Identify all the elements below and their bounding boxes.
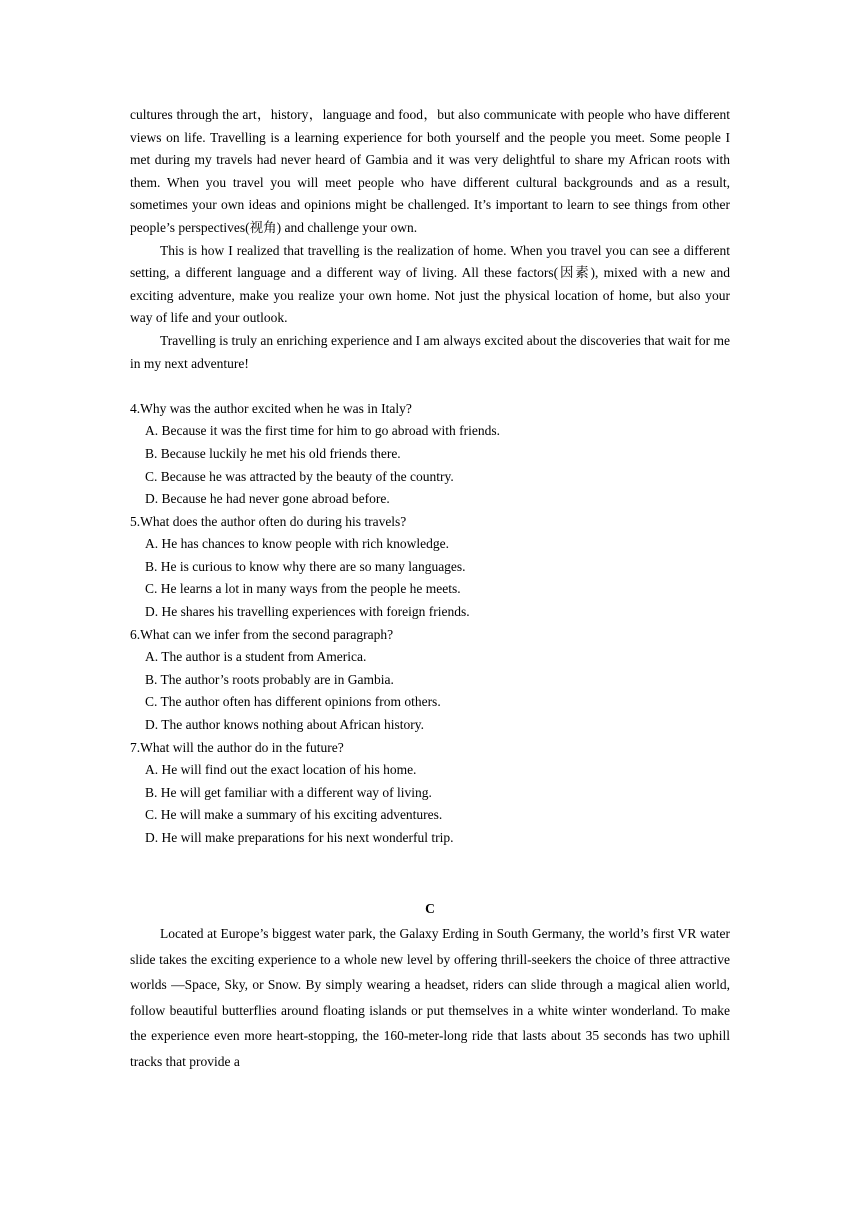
answer-option: D. The author knows nothing about African history.: [145, 717, 424, 733]
passage-paragraph: Located at Europe’s biggest water park, the Galaxy Erding in South Germany, the world’s first VR water slide takes the exciting experience to a whole new level by offering thrill-seekers the choice of three attractive worlds —Space, Sky, or Snow. By simply wearing a headset, riders can slide through a magical alien world, follow beautiful butterflies around floating islands or put themselves in a white winter wonderland. To make the experience even more heart-stopping, the 160-meter-long ride that lasts about 35 seconds has two uphill tracks that provide a: [130, 926, 730, 1069]
question-stem: 5.What does the author often do during his travels?: [130, 513, 407, 529]
question-5: [130, 511, 730, 624]
spacer: [130, 850, 730, 896]
question-stem: 6.What can we infer from the second paragraph?: [130, 626, 394, 642]
passage-b: [130, 104, 730, 375]
answer-option: A. He will find out the exact location of his home.: [145, 762, 417, 778]
passage-c: [130, 896, 730, 1075]
answer-option: C. Because he was attracted by the beauty of the country.: [145, 468, 454, 484]
question-7: [130, 737, 730, 850]
answer-option: B. Because luckily he met his old friends there.: [145, 445, 401, 461]
answer-option: B. He is curious to know why there are so many languages.: [145, 558, 466, 574]
question-stem: 4.Why was the author excited when he was in Italy?: [130, 400, 412, 416]
document-page: [130, 104, 730, 1074]
passage-paragraph: Travelling is truly an enriching experience and I am always excited about the discoveries that wait for me in my next adventure!: [130, 332, 730, 371]
answer-option: B. The author’s roots probably are in Gambia.: [145, 671, 394, 687]
answer-option: D. He shares his travelling experiences with foreign friends.: [145, 604, 470, 620]
spacer: [130, 375, 730, 398]
answer-option: D. He will make preparations for his next wonderful trip.: [145, 830, 454, 845]
answer-option: A. The author is a student from America.: [145, 649, 367, 665]
answer-option: C. He will make a summary of his exciting adventures.: [145, 807, 443, 823]
question-4: [130, 398, 730, 511]
answer-option: B. He will get familiar with a different way of living.: [145, 784, 432, 800]
section-heading: C: [425, 900, 435, 916]
question-list: [130, 398, 730, 850]
answer-option: C. The author often has different opinions from others.: [145, 694, 441, 710]
question-6: [130, 624, 730, 737]
passage-paragraph: cultures through the art，history，language and food，but also communicate with people who have different views on life. Travelling is a learning experience for both yourself and the people you meet. Some people I met during my travels had never heard of Gambia and it was very delightful to share my African roots with them. When you travel you will meet people who have different cultural backgrounds and as a result, sometimes your own ideas and opinions might be challenged. It’s important to learn to see things from other people’s perspectives(视角) and challenge your own.: [130, 107, 730, 235]
question-stem: 7.What will the author do in the future?: [130, 739, 344, 755]
answer-option: C. He learns a lot in many ways from the people he meets.: [145, 581, 461, 597]
answer-option: D. Because he had never gone abroad before.: [145, 491, 390, 507]
answer-option: A. He has chances to know people with rich knowledge.: [145, 536, 450, 552]
passage-paragraph: This is how I realized that travelling is the realization of home. When you travel you can see a different setting, a different language and a different way of living. All these factors(因素), mixed with a new and exciting adventure, make you realize your own home. Not just the physical location of home, but also your way of life and your outlook.: [130, 242, 730, 326]
answer-option: A. Because it was the first time for him to go abroad with friends.: [145, 423, 501, 439]
